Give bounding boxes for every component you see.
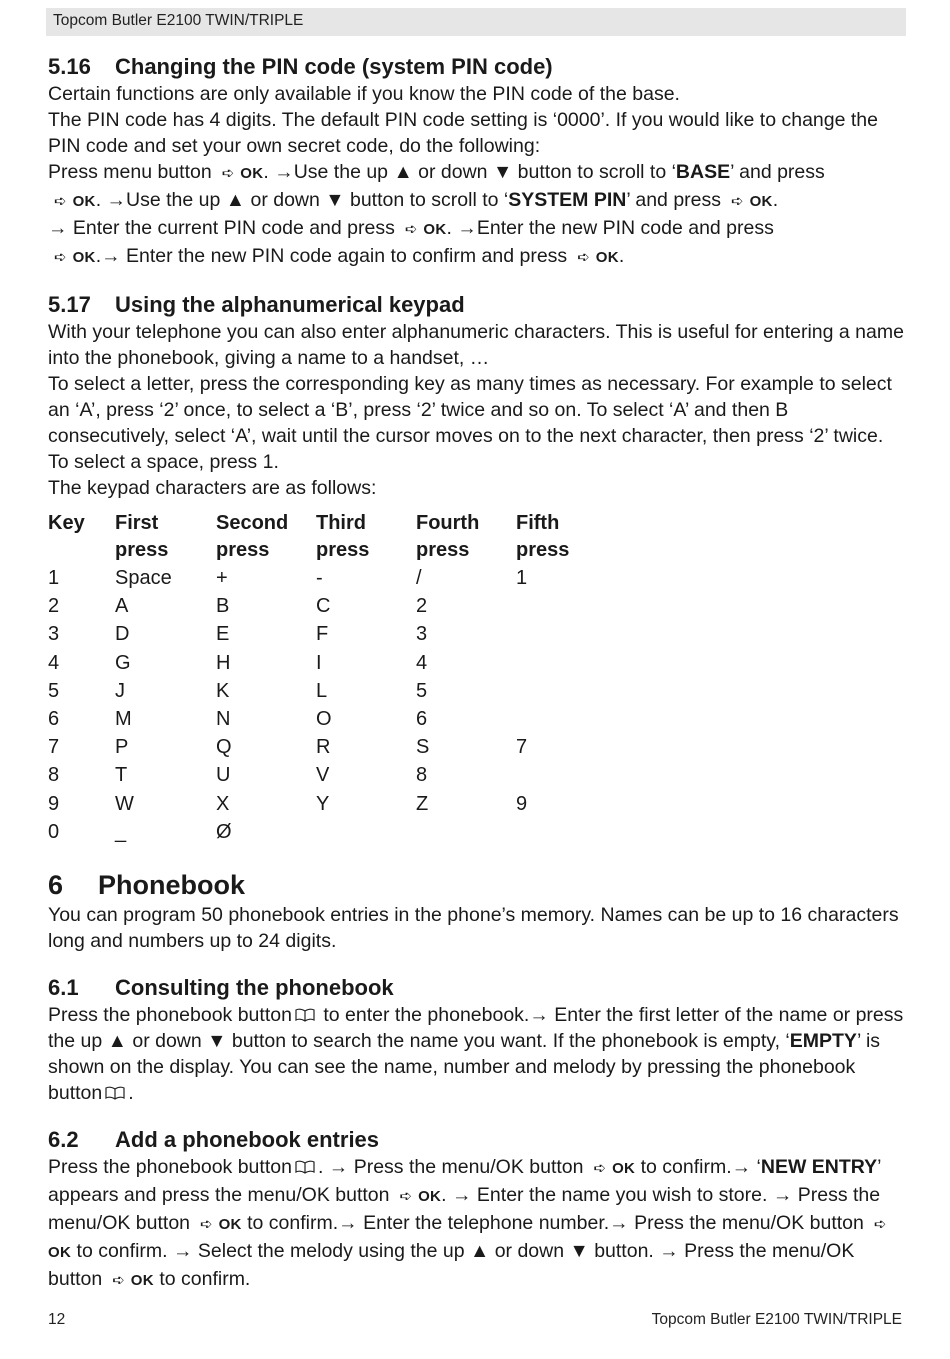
table-cell: 6 xyxy=(48,708,60,731)
keypad-table-body xyxy=(48,564,616,846)
section-6-2 xyxy=(48,1126,906,1294)
column-header: Third press xyxy=(316,512,370,561)
table-cell: O xyxy=(316,708,332,731)
table-cell: 8 xyxy=(416,764,428,787)
table-cell: H xyxy=(216,651,231,674)
column-header: Fourth press xyxy=(416,512,480,561)
menu-ok-icon: ➪ xyxy=(593,1160,607,1178)
menu-ok-icon: ➪ xyxy=(731,193,744,210)
table-row xyxy=(48,733,616,761)
table-cell: - xyxy=(316,567,323,589)
paragraph: The keypad characters are as follows: xyxy=(48,477,377,499)
table-cell: 2 xyxy=(48,595,60,618)
page-content xyxy=(48,53,906,1294)
section-heading: 5.17 Using the alphanumerical keypad xyxy=(48,292,465,317)
phonebook-icon xyxy=(104,1086,126,1100)
paragraph: With your telephone you can also enter alphanumeric characters. This is useful for entering a name into the phonebook, giving a name to a handset, … xyxy=(48,321,904,369)
table-cell: Space xyxy=(115,567,172,589)
menu-ok-icon: ➪ xyxy=(54,249,67,266)
table-header-row xyxy=(48,510,616,564)
instruction-paragraph: Press the phonebook button . → Press the menu/OK button ➪ OK to confirm.→ ‘NEW ENTRY’ appears and press the menu/OK button ➪ OK. → Enter the name you wish to store. → Press the menu/OK button ➪ OK to confirm.→ Enter the telephone number.→ Press the menu/OK button ➪OK to confirm. → Select the melody using the up ▲ or down ▼ button. → Press the menu/OK button ➪ OK to confirm. xyxy=(48,1154,906,1294)
table-cell: 8 xyxy=(48,764,60,787)
table-cell xyxy=(516,818,616,846)
section-5-17 xyxy=(48,291,906,846)
table-cell: R xyxy=(316,736,331,759)
table-cell xyxy=(416,818,516,846)
table-cell: 9 xyxy=(48,792,60,815)
table-cell xyxy=(516,649,616,677)
table-cell xyxy=(316,818,416,846)
table-row xyxy=(48,818,616,846)
table-cell: Y xyxy=(316,792,330,815)
column-header: Second press xyxy=(216,512,289,561)
header-title: Topcom Butler E2100 TWIN/TRIPLE xyxy=(53,12,304,29)
column-header: Fifth press xyxy=(516,512,570,561)
table-cell: 0 xyxy=(48,820,60,843)
section-heading: 5.16 Changing the PIN code (system PIN code) xyxy=(48,54,553,79)
instruction-paragraph: Press the phonebook button to enter the phonebook.→ Enter the first letter of the name or press the up ▲ or down ▼ button to search the name you want. If the phonebook is empty, ‘EMPTY’ is shown on the display. You can see the name, number and melody by pressing the phonebook button . xyxy=(48,1004,904,1105)
table-cell: W xyxy=(115,792,134,815)
paragraph: You can program 50 phonebook entries in the phone’s memory. Names can be up to 16 characters long and numbers up to 24 digits. xyxy=(48,904,899,953)
table-cell: G xyxy=(115,651,131,674)
footer-title: Topcom Butler E2100 TWIN/TRIPLE xyxy=(651,1311,902,1328)
table-cell: 4 xyxy=(48,651,60,674)
table-cell: F xyxy=(316,623,329,646)
table-cell xyxy=(516,677,616,705)
table-cell: X xyxy=(216,792,230,815)
table-cell: 9 xyxy=(516,792,528,815)
table-cell: / xyxy=(416,567,422,589)
menu-ok-icon: ➪ xyxy=(577,249,590,266)
table-cell: 5 xyxy=(48,679,60,702)
table-cell: Q xyxy=(216,736,232,759)
table-row xyxy=(48,649,616,677)
table-cell: Z xyxy=(416,792,429,815)
table-cell: M xyxy=(115,708,132,731)
column-header: First press xyxy=(115,512,169,561)
section-6-1 xyxy=(48,974,906,1106)
paragraph: To select a letter, press the corresponding key as many times as necessary. For example to select an ‘A’, press ‘2’ once, to select a ‘B’, press ‘2’ twice and so on. To select ‘A’ and then B consecutively, select ‘A’, wait until the cursor moves on to the next character, then press ‘2’ twice. To select a space, press 1. xyxy=(48,373,892,473)
section-heading: 6.1 Consulting the phonebook xyxy=(48,975,394,1001)
table-row xyxy=(48,592,616,620)
keypad-table xyxy=(48,510,616,846)
table-cell: E xyxy=(216,623,230,646)
table-cell xyxy=(516,592,616,620)
phonebook-icon xyxy=(294,1160,316,1174)
chapter-heading: 6 Phonebook xyxy=(48,870,245,901)
menu-ok-icon: ➪ xyxy=(54,193,67,210)
table-cell: Ø xyxy=(216,820,232,843)
table-cell: 7 xyxy=(48,736,60,759)
section-5-16 xyxy=(48,53,906,271)
chapter-6 xyxy=(48,868,906,954)
table-cell: _ xyxy=(115,820,127,843)
table-cell: 1 xyxy=(48,567,60,589)
page-number: 12 xyxy=(48,1311,66,1328)
table-cell: D xyxy=(115,623,130,646)
table-cell: N xyxy=(216,708,231,731)
table-row xyxy=(48,790,616,818)
table-row xyxy=(48,677,616,705)
table-cell: 7 xyxy=(516,736,528,759)
instruction-paragraph: Press menu button ➪ OK. →Use the up ▲ or down ▼ button to scroll to ‘BASE’ and press ➪ OK. →Use the up ▲ or down ▼ button to scroll to ‘SYSTEM PIN’ and press ➪ OK. → Enter the current PIN code and press ➪ OK. →Enter the new PIN code and press ➪ OK.→ Enter the new PIN code again to confirm and press ➪ OK. xyxy=(48,159,906,271)
column-header: Key xyxy=(48,512,85,534)
table-cell: 3 xyxy=(48,623,60,646)
table-row xyxy=(48,761,616,789)
paragraph: Certain functions are only available if you know the PIN code of the base. xyxy=(48,83,680,105)
menu-ok-icon: ➪ xyxy=(404,221,418,238)
table-cell: A xyxy=(115,595,129,618)
menu-ok-icon: ➪ xyxy=(112,1272,125,1290)
table-cell: 6 xyxy=(416,708,428,731)
running-header xyxy=(46,8,906,36)
table-cell: I xyxy=(316,651,322,674)
menu-ok-icon: ➪ xyxy=(399,1188,413,1206)
table-cell: U xyxy=(216,764,231,787)
phonebook-icon xyxy=(294,1008,316,1022)
table-cell: + xyxy=(216,567,228,589)
table-row xyxy=(48,705,616,733)
table-cell xyxy=(516,761,616,789)
table-cell xyxy=(516,705,616,733)
table-cell: C xyxy=(316,595,331,618)
table-cell: P xyxy=(115,736,129,759)
table-cell: K xyxy=(216,679,230,702)
table-cell: J xyxy=(115,679,125,702)
menu-ok-icon: ➪ xyxy=(200,1216,213,1234)
table-row xyxy=(48,620,616,648)
table-cell xyxy=(516,620,616,648)
paragraph: The PIN code has 4 digits. The default PIN code setting is ‘0000’. If you would like to change the PIN code and set your own secret code, do the following: xyxy=(48,109,878,157)
section-heading: 6.2 Add a phonebook entries xyxy=(48,1127,380,1153)
table-cell: 4 xyxy=(416,651,428,674)
menu-ok-icon: ➪ xyxy=(221,165,235,182)
table-cell: 1 xyxy=(516,567,528,589)
table-cell: 5 xyxy=(416,679,428,702)
table-cell: B xyxy=(216,595,230,618)
table-row xyxy=(48,564,616,592)
table-cell: 3 xyxy=(416,623,428,646)
table-cell: V xyxy=(316,764,330,787)
table-cell: 2 xyxy=(416,595,428,618)
menu-ok-icon: ➪ xyxy=(873,1216,887,1234)
table-cell: L xyxy=(316,679,328,702)
table-cell: S xyxy=(416,736,430,759)
table-cell: T xyxy=(115,764,128,787)
